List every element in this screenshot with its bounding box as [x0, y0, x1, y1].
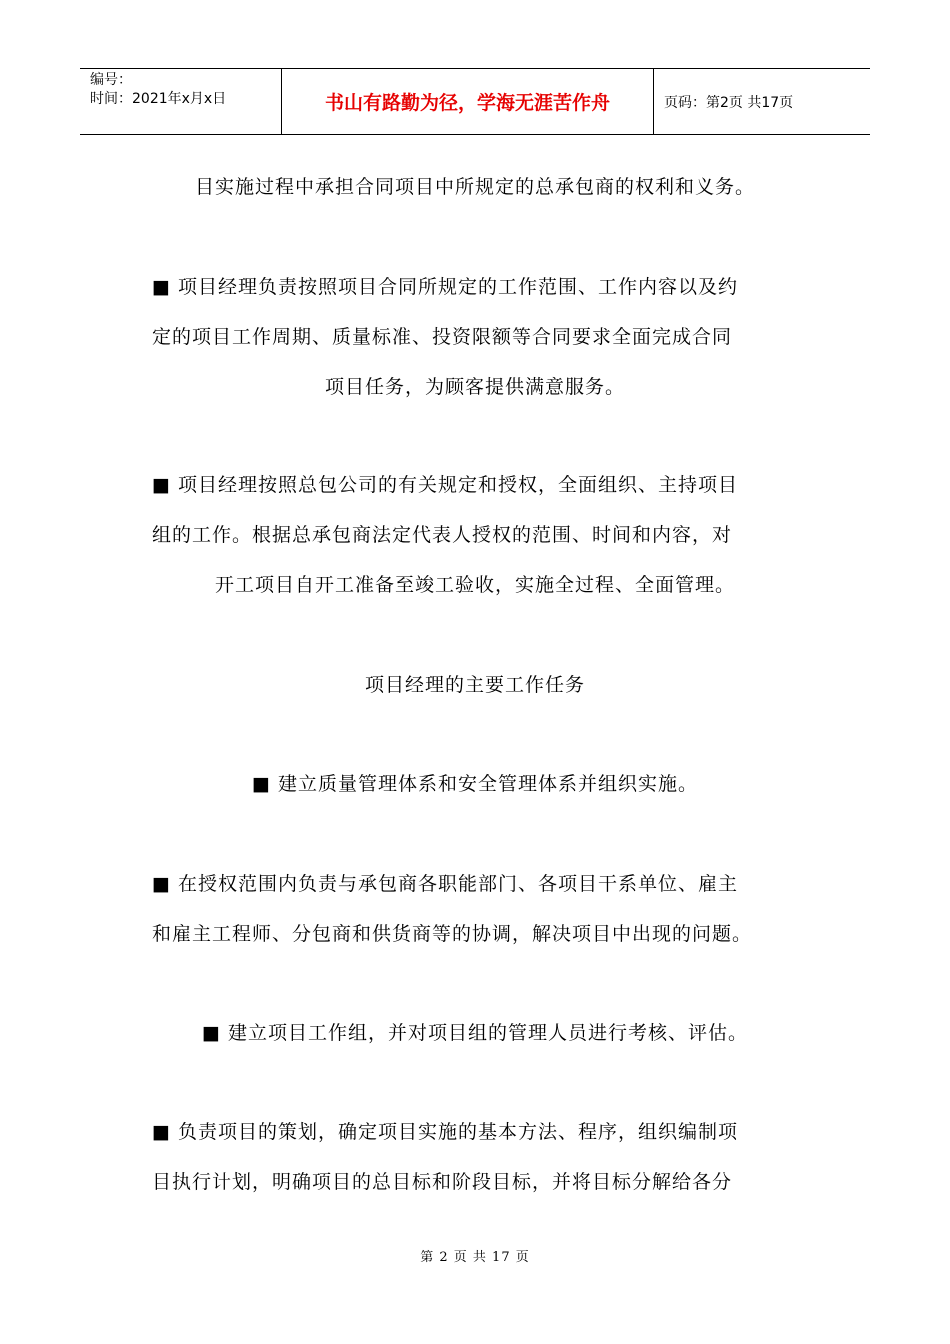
header-meta	[80, 69, 282, 134]
body-line: ■ 项目经理负责按照项目合同所规定的工作范围、工作内容以及约	[152, 276, 738, 298]
header-page-number: 页码：第2页 共17页	[664, 94, 794, 111]
section-heading: 项目经理的主要工作任务	[364, 674, 585, 696]
body-line: ■ 建立项目工作组，并对项目组的管理人员进行考核、评估。	[202, 1022, 748, 1044]
body-line: ■ 项目经理按照总包公司的有关规定和授权，全面组织、主持项目	[152, 474, 738, 496]
body-line: 定的项目工作周期、质量标准、投资限额等合同要求全面完成合同	[152, 326, 733, 348]
body-line: 和雇主工程师、分包商和供货商等的协调，解决项目中出现的问题。	[152, 923, 753, 945]
page-header	[80, 68, 870, 135]
body-line: 组的工作。根据总承包商法定代表人授权的范围、时间和内容，对	[152, 524, 733, 546]
body-line: 目实施过程中承担合同项目中所规定的总承包商的权利和义务。	[194, 176, 755, 198]
body-line: 目执行计划，明确项目的总目标和阶段目标，并将目标分解给各分	[152, 1171, 733, 1193]
page-footer: 第 2 页 共 17 页	[420, 1250, 530, 1265]
body-line: 项目任务，为顾客提供满意服务。	[324, 376, 625, 398]
body-line: ■ 负责项目的策划，确定项目实施的基本方法、程序，组织编制项	[152, 1121, 738, 1143]
body-line: ■ 建立质量管理体系和安全管理体系并组织实施。	[252, 773, 698, 795]
document-date: 时间：2021年x月x日	[90, 91, 227, 107]
body-line: ■ 在授权范围内负责与承包商各职能部门、各项目干系单位、雇主	[152, 873, 738, 895]
body-line: 开工项目自开工准备至竣工验收，实施全过程、全面管理。	[214, 574, 735, 596]
header-motto: 书山有路勤为径，学海无涯苦作舟	[282, 69, 654, 134]
document-number: 编号：	[90, 72, 132, 88]
